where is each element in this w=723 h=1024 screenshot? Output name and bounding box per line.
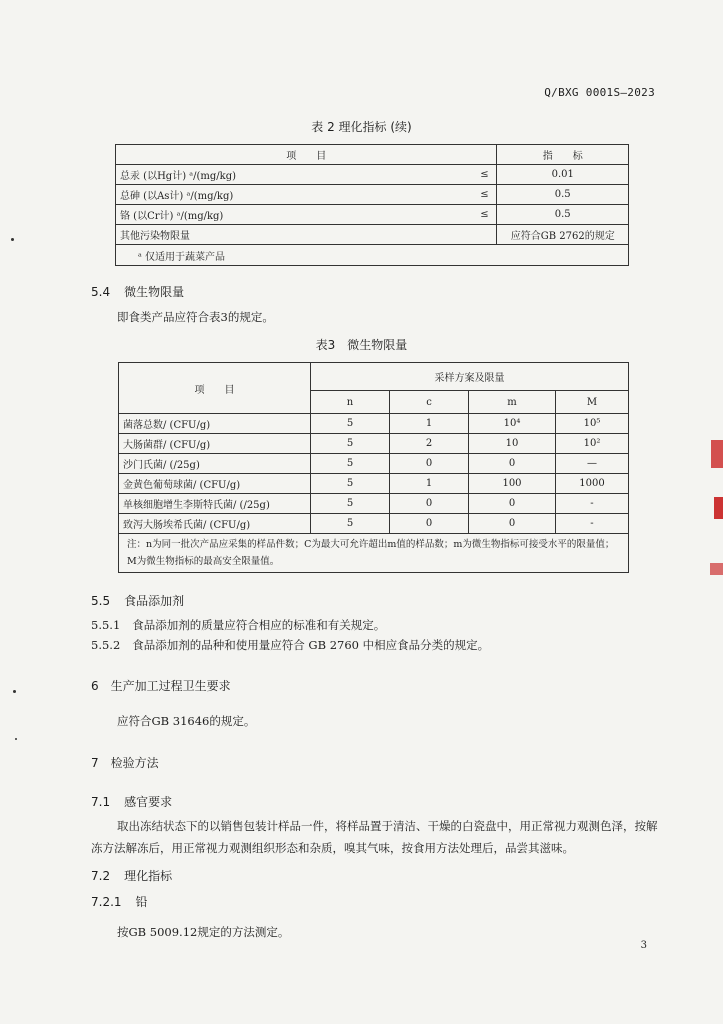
section-5-5-2 [91, 634, 489, 656]
table3-caption: 表3 微生物限量 [315, 338, 408, 352]
red-stamp-edge [710, 563, 723, 575]
section-6-text: 应符合GB 31646的规定。 [117, 714, 256, 728]
section-7-1-text: 取出冻结状态下的以销售包装计样品一件，将样品置于清洁、干燥的白瓷盘中，用正常视力观测色泽，按解冻方法解冻后，用正常视力观测组织形态和杂质，嗅其气味，按食用方法处理后，品尝其滋味。 [91, 819, 658, 855]
table3-cell-M: - [556, 494, 629, 514]
section-number: 5.4 [91, 285, 111, 299]
table3-cell-c: 0 [390, 494, 469, 514]
table-row [116, 165, 629, 185]
section-title: 生产加工过程卫生要求 [110, 679, 231, 693]
table3-cell-n: 5 [311, 434, 390, 454]
section-5-4-text: 即食类产品应符合表3的规定。 [117, 310, 274, 324]
table3-subheader-M: M [556, 391, 629, 414]
table3-cell-M: 10² [556, 434, 629, 454]
scan-dot [15, 738, 17, 740]
section-number: 7 [91, 756, 99, 770]
table2-cell-item: 其他污染物限量 [116, 225, 473, 245]
table2-cell-item: 铬 (以Cr计) ᵃ/(mg/kg) [116, 205, 473, 225]
table2-caption: 表 2 理化指标 (续) [311, 120, 412, 134]
table-row [119, 474, 629, 494]
table-row [119, 434, 629, 454]
table3-cell-m: 0 [469, 454, 556, 474]
table3-cell-n: 5 [311, 454, 390, 474]
section-5-5-heading [91, 592, 184, 609]
table2-header-item: 项 目 [116, 145, 497, 165]
table2-cell-item: 总汞 (以Hg计) ᵃ/(mg/kg) [116, 165, 473, 185]
table3-header-item: 项 目 [119, 363, 311, 414]
table3-cell-n: 5 [311, 494, 390, 514]
table3-subheader-m: m [469, 391, 556, 414]
scan-dot [13, 690, 16, 693]
table3-cell-m: 0 [469, 494, 556, 514]
table3-cell-item: 金黄色葡萄球菌/ (CFU/g) [119, 474, 311, 494]
table3-cell-item: 沙门氏菌/ (/25g) [119, 454, 311, 474]
section-7-2-heading [91, 867, 172, 884]
table-2 [115, 144, 629, 266]
section-7-2-1-heading [91, 893, 148, 910]
table3-cell-m: 100 [469, 474, 556, 494]
section-title: 理化指标 [124, 869, 173, 883]
table3-cell-M: 1000 [556, 474, 629, 494]
table3-cell-M: 10⁵ [556, 414, 629, 434]
clause-number: 5.5.1 [91, 618, 121, 632]
table3-cell-M: — [556, 454, 629, 474]
section-number: 6 [91, 679, 99, 693]
table2-cell-value: 0.01 [497, 165, 629, 185]
section-title: 铅 [135, 895, 148, 909]
table2-cell-value: 0.5 [497, 185, 629, 205]
table3-cell-M: - [556, 514, 629, 534]
table2-cell-value: 应符合GB 2762的规定 [497, 225, 629, 245]
scan-dot [11, 238, 14, 241]
table2-cell-op: ≤ [472, 165, 497, 185]
table3-cell-m: 10⁴ [469, 414, 556, 434]
table3-cell-c: 1 [390, 474, 469, 494]
clause-number: 5.5.2 [91, 638, 121, 652]
table-3 [118, 362, 629, 573]
section-number: 7.2.1 [91, 895, 122, 909]
table3-header-group: 采样方案及限量 [311, 363, 629, 391]
table2-footnote: ᵃ 仅适用于蔬菜产品 [116, 245, 629, 266]
section-7-2-1-text: 按GB 5009.12规定的方法测定。 [117, 925, 290, 939]
doc-code: Q/BXG 0001S—2023 [544, 86, 655, 99]
section-5-5-1 [91, 614, 385, 636]
table3-cell-m: 10 [469, 434, 556, 454]
table3-cell-m: 0 [469, 514, 556, 534]
table2-cell-value: 0.5 [497, 205, 629, 225]
table3-cell-c: 2 [390, 434, 469, 454]
table3-subheader-n: n [311, 391, 390, 414]
table3-cell-item: 单核细胞增生李斯特氏菌/ (/25g) [119, 494, 311, 514]
table3-cell-c: 0 [390, 454, 469, 474]
table2-header-value: 指 标 [497, 145, 629, 165]
page-number: 3 [640, 940, 647, 951]
section-title: 微生物限量 [124, 285, 185, 299]
table2-cell-item: 总砷 (以As计) ᵃ/(mg/kg) [116, 185, 473, 205]
table3-subheader-c: c [390, 391, 469, 414]
clause-text: 食品添加剂的质量应符合相应的标准和有关规定。 [132, 618, 386, 632]
table-row [119, 494, 629, 514]
table-row [119, 514, 629, 534]
section-7-heading [91, 754, 159, 771]
section-title: 食品添加剂 [124, 594, 185, 608]
table3-cell-item: 菌落总数/ (CFU/g) [119, 414, 311, 434]
table-row [119, 414, 629, 434]
section-number: 5.5 [91, 594, 111, 608]
table3-cell-n: 5 [311, 514, 390, 534]
table2-cell-op [472, 225, 497, 245]
table-row [116, 225, 629, 245]
table3-cell-n: 5 [311, 414, 390, 434]
table-row [116, 205, 629, 225]
red-stamp-edge [711, 440, 723, 468]
table3-cell-item: 致泻大肠埃希氏菌/ (CFU/g) [119, 514, 311, 534]
table2-cell-op: ≤ [472, 185, 497, 205]
section-6-heading [91, 677, 231, 694]
section-number: 7.1 [91, 795, 111, 809]
table3-cell-n: 5 [311, 474, 390, 494]
section-number: 7.2 [91, 869, 111, 883]
table3-cell-c: 1 [390, 414, 469, 434]
section-title: 感官要求 [124, 795, 173, 809]
table3-cell-item: 大肠菌群/ (CFU/g) [119, 434, 311, 454]
clause-text: 食品添加剂的品种和使用量应符合 GB 2760 中相应食品分类的规定。 [132, 638, 490, 652]
red-stamp-edge [714, 497, 723, 519]
section-title: 检验方法 [110, 756, 159, 770]
table2-cell-op: ≤ [472, 205, 497, 225]
section-5-4-heading [91, 283, 184, 300]
table3-cell-c: 0 [390, 514, 469, 534]
section-7-1-heading [91, 793, 172, 810]
table-row [119, 454, 629, 474]
table-row [116, 185, 629, 205]
table3-note: 注：n为同一批次产品应采集的样品件数；C为最大可允许超出m值的样品数；m为微生物指标可接受水平的限量值；M为微生物指标的最高安全限量值。 [119, 534, 629, 573]
